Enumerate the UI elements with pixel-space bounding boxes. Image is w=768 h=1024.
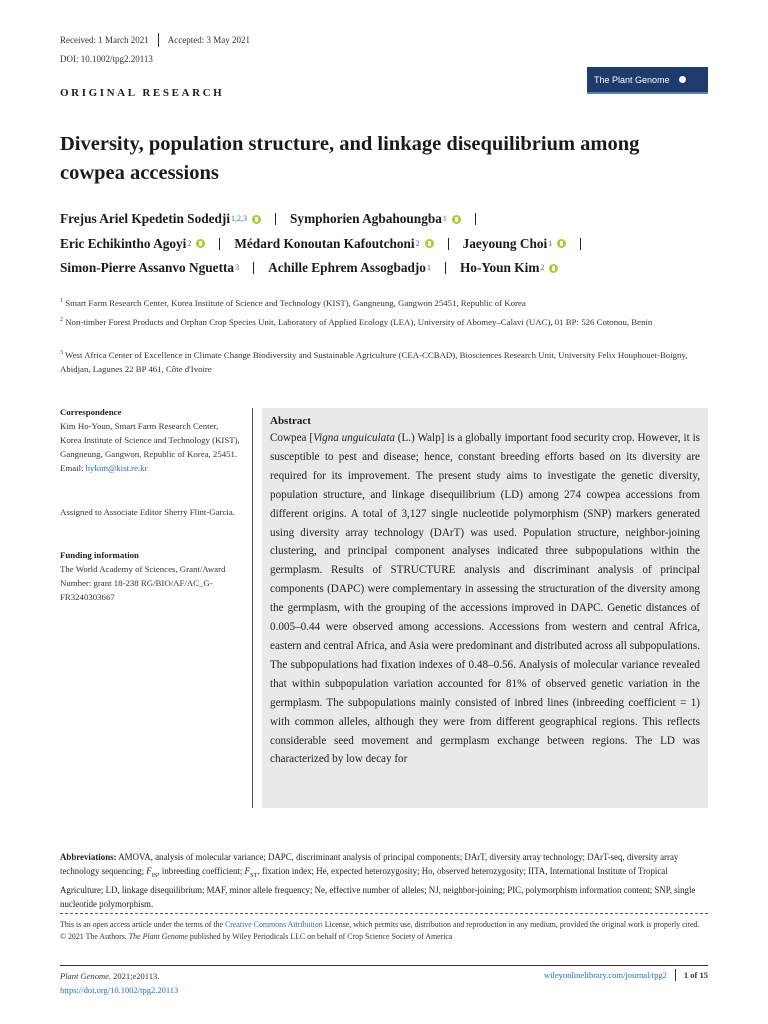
- received-date: Received: 1 March 2021: [60, 35, 149, 45]
- affiliation-ref[interactable]: 2: [187, 238, 192, 248]
- affiliation-ref[interactable]: 2: [540, 263, 545, 272]
- divider: [448, 238, 449, 250]
- orcid-icon[interactable]: [196, 239, 205, 248]
- affiliation-text: West Africa Center of Excellence in Climate Change Biodiversity and Sustainable Agriculture (CEA-CCBAD), Biosciences Research Unit, University Felix Houphouet-Boigny, Abidjan, Lagunes 22 BP 461, Côte d'Ivoire: [60, 349, 688, 375]
- abbreviations-text: AMOVA, analysis of molecular variance; DAPC, discriminant analysis of principal components; DArT, diversity array technology; DArT-seq, diversity array technology sequencing;: [60, 852, 679, 876]
- divider: [219, 238, 220, 250]
- orcid-icon[interactable]: [549, 264, 558, 273]
- divider: [275, 213, 276, 225]
- citation: [60, 969, 178, 983]
- section-label: ORIGINAL RESEARCH: [60, 87, 225, 99]
- author-name[interactable]: Jaeyoung Choi: [462, 235, 548, 251]
- abstract-text: [270, 429, 700, 769]
- affiliation-number: 2: [60, 317, 63, 323]
- author-row: [60, 232, 720, 257]
- author-name[interactable]: Frejus Ariel Kpedetin Sodedji: [60, 211, 231, 226]
- symbol-subscript: ST: [249, 871, 258, 879]
- author-name[interactable]: Médard Konoutan Kafoutchoni: [234, 235, 415, 251]
- journal-site-link[interactable]: wileyonlinelibrary.com/journal/tpg2: [544, 970, 667, 980]
- affiliation-ref[interactable]: 1: [442, 214, 447, 223]
- symbol: F: [146, 866, 152, 876]
- copyright: [60, 931, 710, 943]
- abbreviations: [60, 850, 710, 911]
- divider: [580, 238, 581, 250]
- article-dates: [60, 33, 250, 47]
- affiliation-ref[interactable]: 1: [548, 238, 553, 248]
- sidebar-divider: [252, 408, 253, 808]
- footer-citation: [60, 969, 178, 997]
- footer-citation-text: 2021;e20113.: [111, 971, 160, 981]
- funding-text: The World Academy of Sciences, Grant/Award Number: grant 18-238 RG/BIO/AF/AC_G-FR3240303667: [60, 564, 226, 602]
- orcid-icon[interactable]: [252, 215, 261, 224]
- license-text-part: License, which permits use, distribution and reproduction in any medium, provided the original work is properly cited.: [322, 920, 700, 929]
- page-number: 1 of 15: [683, 970, 708, 980]
- orcid-icon[interactable]: [557, 239, 566, 248]
- affiliation-text: Non-timber Forest Products and Orphan Crop Species Unit, Laboratory of Applied Ecology (LEA), University of Abomey–Calavi (UAC), 01 BP: 526 Cotonou, Benin: [65, 316, 653, 327]
- abbreviations-label: Abbreviations:: [60, 852, 117, 862]
- orcid-icon[interactable]: [425, 239, 434, 248]
- abstract-heading: Abstract: [270, 415, 311, 427]
- license-link[interactable]: Creative Commons Attribution: [225, 920, 323, 929]
- license-notice: [60, 919, 710, 943]
- funding-heading: Funding information: [60, 550, 139, 560]
- divider: [675, 969, 676, 981]
- divider: [158, 33, 159, 47]
- affiliation-number: 1: [60, 298, 63, 304]
- divider: [475, 213, 476, 225]
- symbol-subscript: IS: [151, 871, 158, 879]
- affiliation: [60, 294, 710, 310]
- journal-name: The Plant Genome: [594, 74, 670, 85]
- correspondence-text: Kim Ho-Youn, Smart Farm Research Center, Korea Institute of Science and Technology (KIST), Gangneung, Gangwon, Republic of Korea, 25451.: [60, 421, 240, 459]
- abstract-box: [262, 408, 708, 808]
- license-text-part: This is an open access article under the terms of the: [60, 920, 225, 929]
- author-list: [60, 207, 720, 281]
- copyright-text: © 2021 The Authors.: [60, 932, 129, 941]
- affiliation: [60, 346, 710, 377]
- abstract-text-part: Cowpea [: [270, 432, 314, 444]
- license-text: [60, 919, 710, 931]
- article-title: Diversity, population structure, and linkage disequilibrium among cowpea accessions: [60, 133, 640, 184]
- affiliation-number: 3: [60, 350, 63, 356]
- affiliation: [60, 313, 710, 329]
- affiliation-ref[interactable]: 3: [235, 263, 240, 272]
- dashed-divider: [60, 913, 708, 914]
- email-label: Email:: [60, 463, 86, 473]
- author-name[interactable]: Ho-Youn Kim: [459, 260, 540, 275]
- accepted-date: Accepted: 3 May 2021: [167, 35, 250, 45]
- footer-rule: [60, 965, 708, 966]
- divider: [445, 262, 446, 274]
- author-row: [60, 207, 720, 232]
- open-access-icon: [679, 76, 686, 83]
- orcid-icon[interactable]: [452, 215, 461, 224]
- abbreviations-text: , fixation index; He, expected heterozygosity; Ho, observed heterozygosity; IITA, International Institute of Tropical Agriculture; LD, linkage disequilibrium; MAF, minor allele frequency; Ne, effective number of alleles; NJ, neighbor-joining; PIC, polymorphism information content; SNP, single nucleotide polymorphism.: [60, 866, 696, 909]
- correspondence-email: [60, 461, 240, 475]
- affiliation-ref[interactable]: 1,2,3: [231, 214, 248, 223]
- divider: [253, 262, 254, 274]
- journal-badge[interactable]: [587, 67, 708, 94]
- author-name[interactable]: Simon-Pierre Assanvo Nguetta: [60, 260, 235, 275]
- author-name[interactable]: Symphorien Agbahoungba: [290, 211, 442, 226]
- author-row: [60, 256, 720, 281]
- funding-information: [60, 548, 240, 604]
- correspondence: [60, 405, 240, 475]
- copyright-text: published by Wiley Periodicals LLC on behalf of Crop Science Society of America: [187, 932, 453, 941]
- affiliation-ref[interactable]: 1: [426, 263, 431, 272]
- affiliation-text: Smart Farm Research Center, Korea Institute of Science and Technology (KIST), Gangneung, Gangwon 25451, Republic of Korea: [65, 297, 526, 308]
- abbreviations-text: , inbreeding coefficient;: [157, 866, 245, 876]
- doi: DOI: 10.1002/tpg2.20113: [60, 54, 153, 64]
- author-name[interactable]: Achille Ephrem Assogbadjo: [268, 260, 426, 275]
- doi-link[interactable]: https://doi.org/10.1002/tpg2.20113: [60, 985, 179, 995]
- footer-journal: Plant Genome.: [60, 971, 111, 981]
- affiliation-ref[interactable]: 2: [415, 238, 420, 248]
- species-name: Vigna unguiculata: [313, 432, 395, 444]
- symbol: F: [244, 866, 250, 876]
- correspondence-heading: Correspondence: [60, 407, 122, 417]
- copyright-journal: The Plant Genome: [128, 932, 188, 941]
- footer-right: [544, 969, 708, 981]
- email-link[interactable]: hykim@kist.re.kr: [85, 463, 148, 473]
- assigned-editor: Assigned to Associate Editor Sherry Flint-Garcia.: [60, 507, 235, 517]
- author-name[interactable]: Eric Echikintho Agoyi: [60, 235, 187, 251]
- abstract-text-part: (L.) Walp] is a globally important food security crop. However, it is susceptible to pest and disease; hence, constant breeding efforts based on its diversity are required for its improvement. The present study aims to investigate the genetic diversity, population structure, and linkage disequilibrium (LD) among 274 cowpea accessions from different origins. A total of 3,127 single nucleotide polymorphism (SNP) markers generated using diversity array technology (DArT) was used. Population structure, neighbor-joining clustering, and principal component analyses indicated three subpopulations within the germplasm. Results of STRUCTURE analysis and discriminant analysis of principal components (DAPC) were complementary in assessing the structuration of the diversity among the germplasm, with the grouping of the accessions improved in DAPC. Genetic distances of 0.005–0.44 were observed among accessions. Accessions from western and central Africa, eastern and central Africa, and Asia were predominant and distributed across all subpopulations. The subpopulations had fixation indexes of 0.48–0.56. Analysis of molecular variance revealed that within subpopulation variation accounted for 81% of observed genetic variation in the germplasm. The subpopulations mainly consisted of inbred lines (inbreeding coefficient = 1) with common alleles, although they were from different geographical regions. This reflects considerable seed movement and germplasm exchange between regions. The LD was characterized by low decay for: [270, 432, 700, 766]
